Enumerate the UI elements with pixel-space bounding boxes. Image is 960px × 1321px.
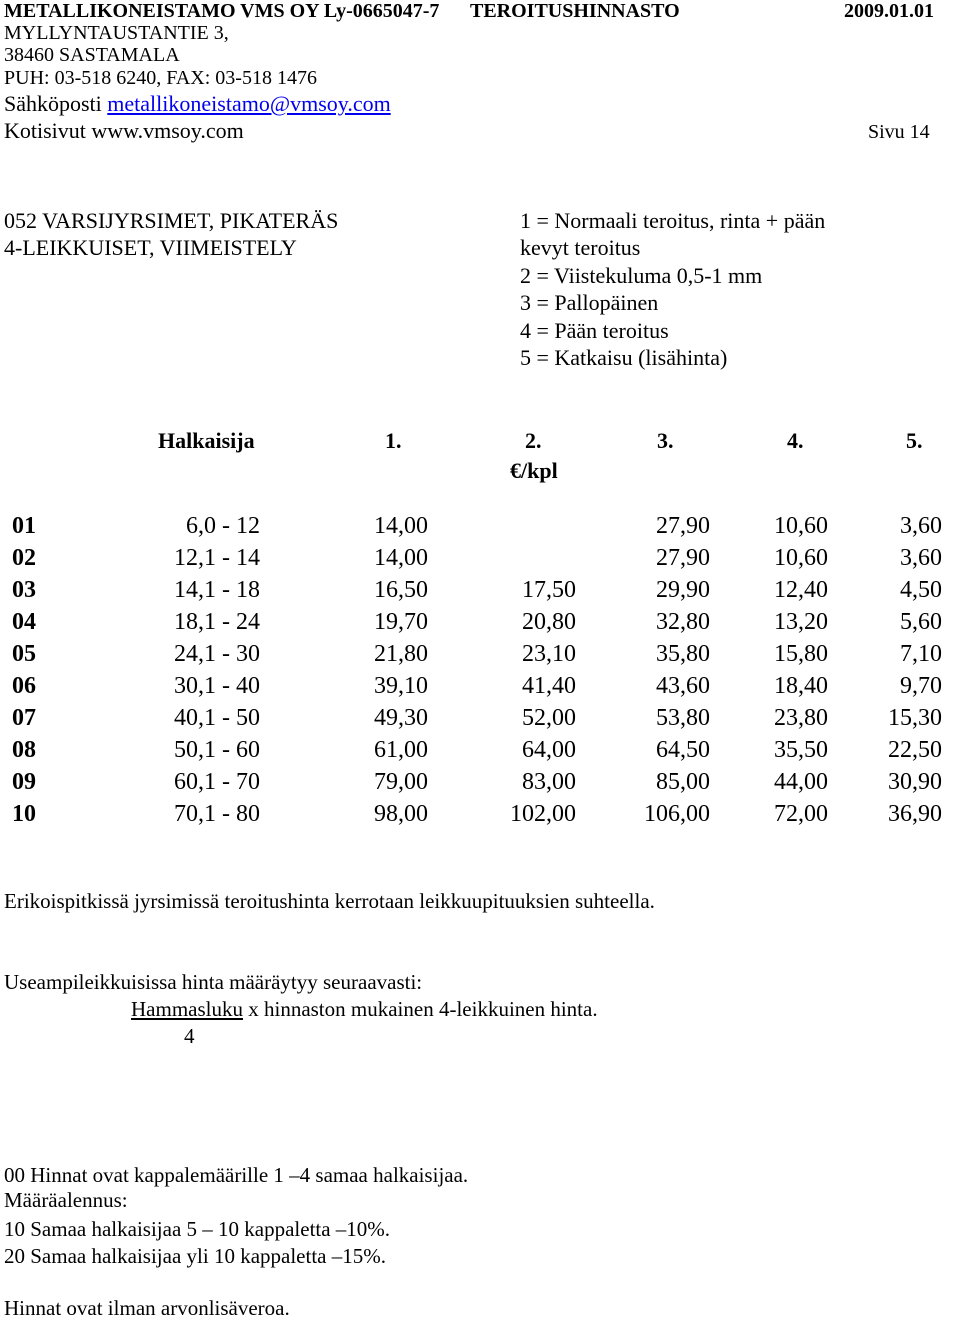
price-3: 43,60 [656,673,710,699]
discount-title: Määräalennus: [4,1188,128,1212]
price-3: 29,90 [656,577,710,603]
header-diameter: Halkaisija [158,428,255,453]
email-label: Sähköposti [4,91,102,116]
price-5: 9,70 [900,673,942,699]
row-number: 06 [12,673,36,699]
price-1: 19,70 [374,609,428,635]
address-line-1: MYLLYNTAUSTANTIE 3, [4,22,229,44]
row-number: 05 [12,641,36,667]
website-line: Kotisivut www.vmsoy.com [4,118,244,143]
row-number: 09 [12,769,36,795]
header-unit: €/kpl [510,458,558,483]
price-3: 35,80 [656,641,710,667]
diameter-range: 6,0 - 12 [186,513,260,539]
discount-2: 20 Samaa halkaisijaa yli 10 kappaletta –15%. [4,1244,386,1268]
address-line-2: 38460 SASTAMALA [4,44,180,66]
note-special: Erikoispitkissä jyrsimissä teroitushinta kerrotaan leikkuupituuksien suhteella. [4,889,655,913]
diameter-range: 24,1 - 30 [174,641,260,667]
legend-3: 3 = Pallopäinen [520,290,659,315]
price-2: 52,00 [522,705,576,731]
header-col-3: 3. [657,428,674,453]
header-col-2: 2. [525,428,542,453]
header-col-1: 1. [385,428,402,453]
price-1: 61,00 [374,737,428,763]
price-5: 7,10 [900,641,942,667]
price-5: 22,50 [888,737,942,763]
document-date: 2009.01.01 [844,0,934,22]
price-4: 44,00 [774,769,828,795]
price-3: 27,90 [656,513,710,539]
legend-2: 2 = Viistekuluma 0,5-1 mm [520,263,763,288]
row-number: 01 [12,513,36,539]
price-5: 5,60 [900,609,942,635]
page-number: Sivu 14 [868,121,930,143]
price-5: 4,50 [900,577,942,603]
table-row [0,801,960,831]
table-row [0,641,960,671]
legend-1: 1 = Normaali teroitus, rinta + pään [520,208,826,233]
email-link[interactable]: metallikoneistamo@vmsoy.com [107,91,391,116]
section-title-2: 4-LEIKKUISET, VIIMEISTELY [4,235,297,260]
price-4: 18,40 [774,673,828,699]
price-1: 16,50 [374,577,428,603]
price-2: 102,00 [510,801,576,827]
price-4: 10,60 [774,513,828,539]
table-row [0,609,960,639]
price-5: 3,60 [900,545,942,571]
price-4: 10,60 [774,545,828,571]
row-number: 07 [12,705,36,731]
section-title-1: 052 VARSIJYRSIMET, PIKATERÄS [4,208,339,233]
price-4: 13,20 [774,609,828,635]
price-4: 15,80 [774,641,828,667]
diameter-range: 18,1 - 24 [174,609,260,635]
table-row [0,737,960,767]
price-3: 27,90 [656,545,710,571]
price-4: 12,40 [774,577,828,603]
diameter-range: 14,1 - 18 [174,577,260,603]
table-row [0,705,960,735]
diameter-range: 30,1 - 40 [174,673,260,699]
header-col-4: 4. [787,428,804,453]
price-4: 23,80 [774,705,828,731]
price-1: 14,00 [374,513,428,539]
price-5: 30,90 [888,769,942,795]
price-2: 64,00 [522,737,576,763]
table-row [0,577,960,607]
legend-5: 5 = Katkaisu (lisähinta) [520,345,728,370]
price-2: 20,80 [522,609,576,635]
note-vat: Hinnat ovat ilman arvonlisäveroa. [4,1296,290,1320]
price-1: 49,30 [374,705,428,731]
price-2: 41,40 [522,673,576,699]
table-row [0,545,960,575]
formula-numerator: Hammasluku [131,997,243,1021]
table-row [0,769,960,799]
email-line [4,91,391,117]
legend-1-cont: kevyt teroitus [520,235,641,260]
formula-denominator: 4 [184,1024,195,1048]
price-3: 53,80 [656,705,710,731]
price-2: 83,00 [522,769,576,795]
diameter-range: 12,1 - 14 [174,545,260,571]
note-multi-intro: Useampileikkuisissa hinta määräytyy seuraavasti: [4,970,423,994]
discount-1: 10 Samaa halkaisijaa 5 – 10 kappaletta –10%. [4,1217,391,1241]
row-number: 02 [12,545,36,571]
phone-fax: PUH: 03-518 6240, FAX: 03-518 1476 [4,67,317,89]
diameter-range: 70,1 - 80 [174,801,260,827]
price-1: 14,00 [374,545,428,571]
price-5: 3,60 [900,513,942,539]
price-3: 85,00 [656,769,710,795]
diameter-range: 50,1 - 60 [174,737,260,763]
formula-line [131,997,598,1022]
price-3: 32,80 [656,609,710,635]
document-title: TEROITUSHINNASTO [470,0,680,22]
header-col-5: 5. [906,428,923,453]
row-number: 08 [12,737,36,763]
diameter-range: 40,1 - 50 [174,705,260,731]
price-3: 106,00 [644,801,710,827]
price-1: 98,00 [374,801,428,827]
price-2: 23,10 [522,641,576,667]
price-4: 35,50 [774,737,828,763]
company-name: METALLIKONEISTAMO VMS OY Ly-0665047-7 [4,0,440,22]
row-number: 04 [12,609,36,635]
price-5: 15,30 [888,705,942,731]
diameter-range: 60,1 - 70 [174,769,260,795]
table-row [0,513,960,543]
table-row [0,673,960,703]
price-1: 39,10 [374,673,428,699]
price-1: 21,80 [374,641,428,667]
formula-rest: x hinnaston mukainen 4-leikkuinen hinta. [248,997,598,1021]
note-quantity: 00 Hinnat ovat kappalemäärille 1 –4 samaa halkaisijaa. [4,1163,469,1187]
price-2: 17,50 [522,577,576,603]
row-number: 03 [12,577,36,603]
price-4: 72,00 [774,801,828,827]
row-number: 10 [12,801,36,827]
price-1: 79,00 [374,769,428,795]
price-5: 36,90 [888,801,942,827]
price-3: 64,50 [656,737,710,763]
legend-4: 4 = Pään teroitus [520,318,669,343]
